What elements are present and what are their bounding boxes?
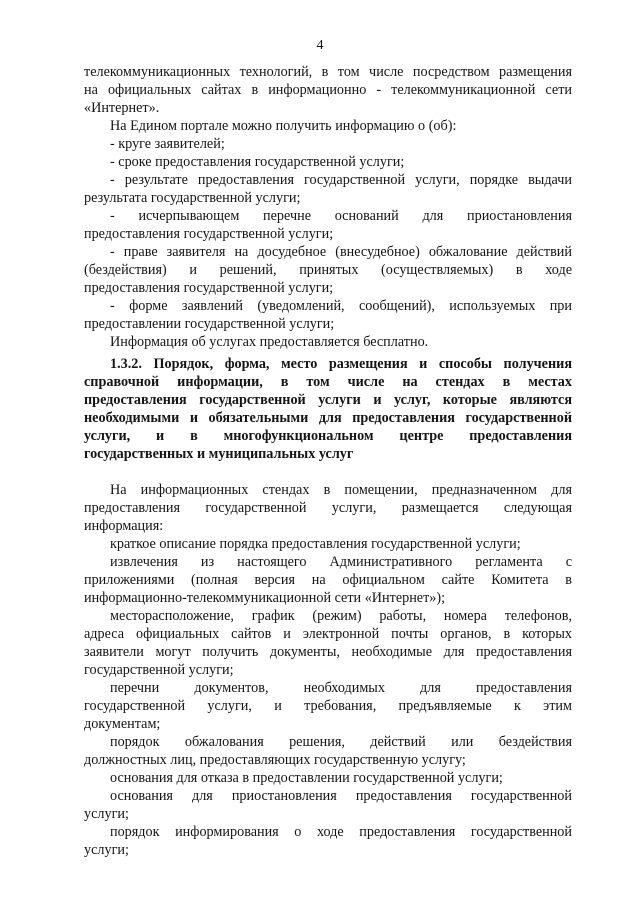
list-item: основания для отказа в предоставлении государственной услуги; — [110, 770, 503, 786]
list-item: месторасположение, график (режим) работы, номера телефонов, — [110, 608, 572, 624]
list-item: порядок информирования о ходе предоставления государственной — [110, 824, 572, 840]
list-item: краткое описание порядка предоставления государственной услуги; — [110, 536, 521, 552]
text-line: услуги; — [84, 842, 129, 858]
text-line: должностных лиц, предоставляющих государственную услугу; — [84, 752, 466, 768]
text-line: документам; — [84, 716, 161, 732]
text-line: услуги; — [84, 806, 129, 822]
text-line: телекоммуникационных технологий, в том числе посредством размещения — [84, 64, 572, 80]
heading-line: 1.3.2. Порядок, форма, место размещения и способы получения — [110, 356, 572, 372]
list-item: - исчерпывающем перечне оснований для приостановления — [110, 208, 572, 224]
list-item: - круге заявителей; — [110, 136, 225, 152]
text-line: (бездействия) и решений, принятых (осуществляемых) в ходе — [84, 262, 572, 278]
text-line: Информация об услугах предоставляется бесплатно. — [110, 334, 429, 350]
list-item: - результате предоставления государственной услуги, порядке выдачи — [110, 172, 572, 188]
heading-line: предоставления государственной услуги и услуг, которые являются — [84, 392, 572, 408]
text-line: На Едином портале можно получить информацию о (об): — [110, 118, 457, 134]
text-line: приложениями (полная версия на официальном сайте Комитета в — [84, 572, 572, 588]
heading-line: справочной информации, в том числе на стендах в местах — [84, 374, 572, 390]
heading-line: необходимыми и обязательными для предоставления государственной — [84, 410, 572, 426]
list-item: порядок обжалования решения, действий или бездействия — [110, 734, 572, 750]
text-line: «Интернет». — [84, 100, 160, 116]
text-line: информация: — [84, 518, 164, 534]
list-item: - праве заявителя на досудебное (внесудебное) обжалование действий — [110, 244, 572, 260]
list-item: извлечения из настоящего Административного регламента с — [110, 554, 572, 570]
section-heading — [84, 355, 572, 463]
text-line: государственной услуги, и требования, предъявляемые к этим — [84, 698, 572, 714]
list-item: - сроке предоставления государственной услуги; — [110, 154, 405, 170]
heading-line: государственных и муниципальных услуг — [84, 446, 354, 462]
stands-section — [84, 481, 572, 859]
page-number: 4 — [316, 38, 324, 53]
list-item: основания для приостановления предоставления государственной — [110, 788, 572, 804]
text-line: информационно-телекоммуникационной сети «Интернет»); — [84, 590, 446, 606]
text-line: на официальных сайтах в информационно - телекоммуникационной сети — [84, 82, 572, 98]
text-line: предоставления государственной услуги; — [84, 280, 334, 296]
text-line: предоставлении государственной услуги; — [84, 316, 335, 332]
text-line: государственной услуги; — [84, 662, 234, 678]
text-line: адреса официальных сайтов и электронной почты органов, в которых — [84, 626, 572, 642]
heading-line: услуги, и в многофункциональном центре предоставления — [84, 428, 572, 444]
intro-section — [84, 63, 572, 351]
text-line: предоставления государственной услуги; — [84, 226, 334, 242]
text-line: предоставления государственной услуги, размещается следующая — [84, 500, 572, 516]
text-line: результата государственной услуги; — [84, 190, 301, 206]
text-line: На информационных стендах в помещении, предназначенном для — [110, 482, 572, 498]
text-line: заявители могут получить документы, необходимые для предоставления — [84, 644, 572, 660]
list-item: - форме заявлений (уведомлений, сообщений), используемых при — [110, 298, 572, 314]
list-item: перечни документов, необходимых для предоставления — [110, 680, 572, 696]
